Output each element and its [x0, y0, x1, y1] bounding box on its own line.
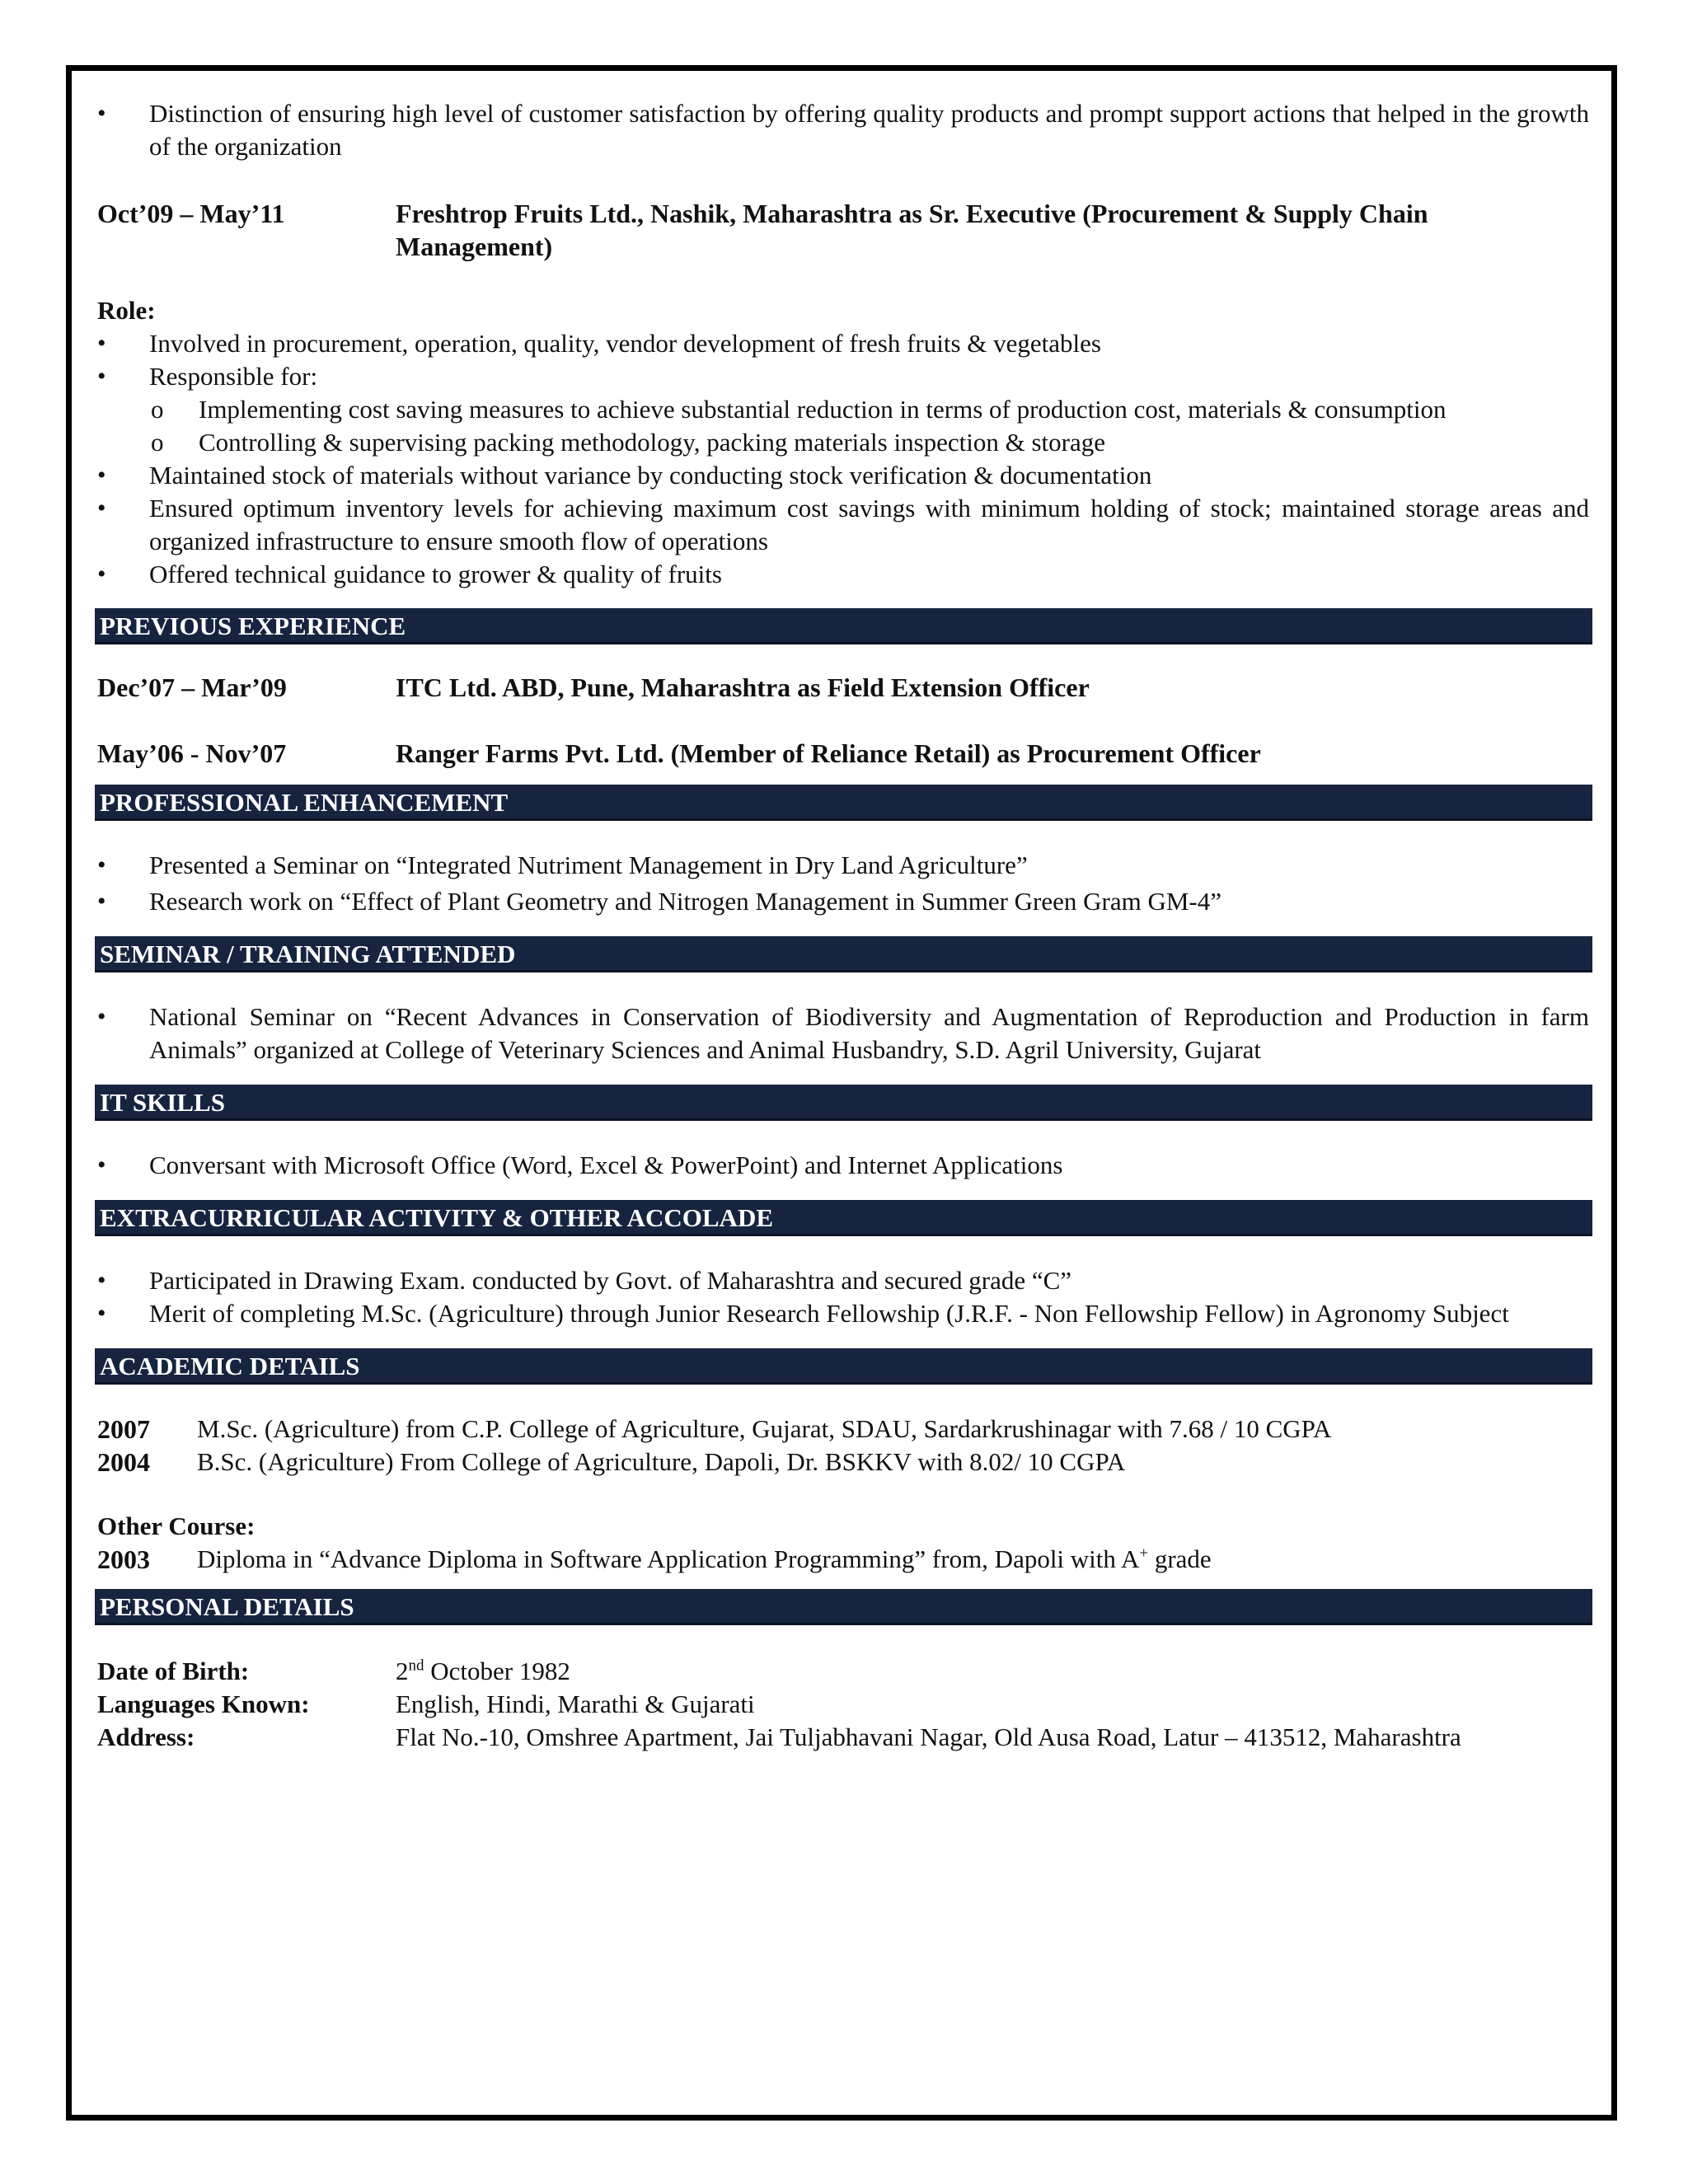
- job-title: ITC Ltd. ABD, Pune, Maharashtra as Field Extension Officer: [396, 673, 1090, 702]
- role-bullet: • Maintained stock of materials without variance by conducting stock verification & documentation: [97, 459, 1589, 492]
- list-item: • Merit of completing M.Sc. (Agriculture) through Junior Research Fellowship (J.R.F. - Non Fellowship Fellow) in Agronomy Subject: [97, 1297, 1589, 1330]
- job-title: Freshtrop Fruits Ltd., Nashik, Maharashtra as Sr. Executive (Procurement & Supply Chain Management): [396, 199, 1428, 261]
- role-label: Role:: [97, 296, 156, 325]
- academic-row: [97, 1413, 1589, 1446]
- job-date: May’06 - Nov’07: [97, 738, 287, 768]
- personal-value: English, Hindi, Marathi & Gujarati: [396, 1690, 755, 1718]
- section-header-personal: PERSONAL DETAILS: [95, 1589, 1592, 1625]
- job-title: Ranger Farms Pvt. Ltd. (Member of Reliance Retail) as Procurement Officer: [396, 738, 1261, 768]
- academic-detail: M.Sc. (Agriculture) from C.P. College of Agriculture, Gujarat, SDAU, Sardarkrushinagar with 7.68 / 10 CGPA: [197, 1414, 1332, 1443]
- job-itc: [97, 671, 1589, 704]
- other-course-label: Other Course:: [97, 1511, 256, 1540]
- academic-year: 2003: [97, 1544, 150, 1574]
- section-header-professional-enhancement: PROFESSIONAL ENHANCEMENT: [95, 785, 1592, 821]
- list-item: • Presented a Seminar on “Integrated Nutriment Management in Dry Land Agriculture”: [97, 849, 1589, 882]
- academic-detail: B.Sc. (Agriculture) From College of Agriculture, Dapoli, Dr. BSKKV with 8.02/ 10 CGPA: [197, 1447, 1126, 1476]
- role-bullet: • Offered technical guidance to grower & quality of fruits: [97, 558, 1589, 591]
- section-header-seminar: SEMINAR / TRAINING ATTENDED: [95, 936, 1592, 972]
- resume-content: [97, 97, 1589, 1754]
- section-header-extracurricular: EXTRACURRICULAR ACTIVITY & OTHER ACCOLADE: [95, 1200, 1592, 1236]
- role-bullet: • Responsible for:: [97, 360, 1589, 393]
- role-bullet: • Ensured optimum inventory levels for achieving maximum cost savings with minimum holding of stock; maintained storage areas and organized infrastructure to ensure smooth flow of operations: [97, 492, 1589, 558]
- role-sub-bullet: o Implementing cost saving measures to achieve substantial reduction in terms of production cost, materials & consumption: [97, 393, 1589, 426]
- academic-detail: Diploma in “Advance Diploma in Software Application Programming” from, Dapoli with A+ grade: [197, 1544, 1212, 1573]
- academic-year: 2004: [97, 1447, 150, 1477]
- list-item: • Participated in Drawing Exam. conducted by Govt. of Maharashtra and secured grade “C”: [97, 1264, 1589, 1297]
- role-sub-bullet: o Controlling & supervising packing methodology, packing materials inspection & storage: [97, 426, 1589, 459]
- academic-row: [97, 1543, 1589, 1576]
- job-freshtrop: [97, 197, 1589, 263]
- section-header-previous-experience: PREVIOUS EXPERIENCE: [95, 608, 1592, 644]
- personal-label: Date of Birth:: [97, 1657, 250, 1685]
- personal-row: [97, 1688, 1589, 1721]
- academic-year: 2007: [97, 1414, 150, 1444]
- personal-label: Address:: [97, 1722, 195, 1751]
- personal-row: [97, 1721, 1589, 1754]
- personal-value: 2nd October 1982: [396, 1657, 570, 1685]
- job-date: Oct’09 – May’11: [97, 199, 285, 228]
- job-date: Dec’07 – Mar’09: [97, 673, 287, 702]
- personal-value: Flat No.-10, Omshree Apartment, Jai Tuljabhavani Nagar, Old Ausa Road, Latur – 413512, Maharashtra: [396, 1722, 1461, 1751]
- personal-row: [97, 1655, 1589, 1688]
- list-item: • Conversant with Microsoft Office (Word, Excel & PowerPoint) and Internet Applications: [97, 1149, 1589, 1182]
- bullet-customer-satisfaction: • Distinction of ensuring high level of customer satisfaction by offering quality products and prompt support actions that helped in the growth of the organization: [97, 97, 1589, 163]
- academic-row: [97, 1446, 1589, 1479]
- role-bullet: • Involved in procurement, operation, quality, vendor development of fresh fruits & vegetables: [97, 327, 1589, 360]
- section-header-academic: ACADEMIC DETAILS: [95, 1348, 1592, 1385]
- job-ranger-farms: [97, 737, 1589, 770]
- list-item: • National Seminar on “Recent Advances in Conservation of Biodiversity and Augmentation of Reproduction and Production in farm Animals” organized at College of Veterinary Sciences and Animal Husbandry, S.D. Agril University, Gujarat: [97, 1001, 1589, 1066]
- personal-label: Languages Known:: [97, 1690, 310, 1718]
- section-header-it-skills: IT SKILLS: [95, 1085, 1592, 1121]
- list-item: • Research work on “Effect of Plant Geometry and Nitrogen Management in Summer Green Gram GM-4”: [97, 885, 1589, 918]
